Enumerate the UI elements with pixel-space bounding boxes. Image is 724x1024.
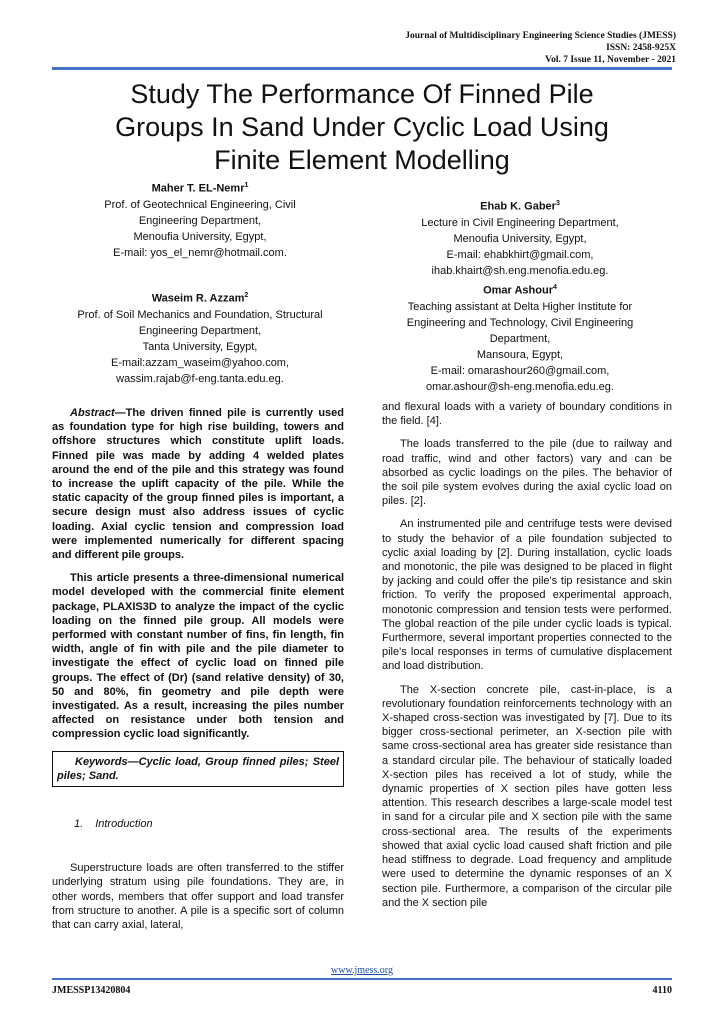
- author-name: Waseim R. Azzam$^2$: [151, 292, 249, 305]
- author-affiliation: Prof. of Geotechnical Engineering, Civil: [104, 198, 296, 211]
- author-block: [372, 196, 668, 279]
- body-paragraph: The X-section concrete pile, cast-in-place, is a revolutionary foundation reinforcements technology with an X-shaped cross-section was investigated by [7]. Due to its bigger cross-sectional perimeter, an X-section pile with same cross-sectional area has greater side resistance than a standard circular pile. The behaviour of statically loaded X-section piles has received a lot of study, while the dynamic properties of X section piles have gotten less attention. This research describes a large-scale model test in sand for a circular pile and X section pile with the same cross-sectional area. The results of the experiments showed that axial cyclic load caused shaft friction and pile head stiffness to degrade. Load frequency and amplitude were used to determine the dynamic responses of an X section pile. Furthermore, a comparison of the circular pile and the X section pile: [382, 683, 672, 909]
- journal-header: [405, 30, 676, 66]
- author-email[interactable]: E-mail: ehabkhirt@gmail.com,: [446, 248, 594, 261]
- body-paragraph: The loads transferred to the pile (due to railway and road traffic, wind and other factors) vary and can be absorbed as cyclic loadings on the piles. The behavior of the soil pile system evolves during the axial cyclic load on piles. [2].: [382, 438, 672, 508]
- author-affiliation: Prof. of Soil Mechanics and Foundation, Structural: [77, 308, 323, 321]
- section-number: 1.: [74, 818, 84, 831]
- journal-name: Journal of Multidisciplinary Engineering Science Studies (JMESS): [405, 31, 676, 41]
- right-column: [382, 400, 672, 919]
- abstract-label: Abstract—: [70, 407, 126, 419]
- abstract-paragraph: This article presents a three-dimensional numerical model developed with the commercial finite element package, PLAXIS3D to analyze the impact of the cyclic loading on the finned pile group. All models were performed with constant number of fins, fin length, fin width, angle of fin with pile and the pile diameter to investigate the effect of cyclic load on finned pile groups. The effect of (Dr) (sand relative density) of 30, 50 and 80%, fin geometry and pile depth were investigated. As a result, increasing the piles number affected on resistance under both tension and compression cyclic load significantly.: [52, 572, 344, 741]
- author-affiliation: Menoufia University, Egypt,: [133, 230, 267, 243]
- title-line: Finite Element Modelling: [214, 145, 510, 175]
- keywords-label: Keywords: [75, 755, 128, 768]
- author-name: Omar Ashour$^4$: [483, 284, 557, 297]
- footer-divider: [52, 978, 672, 980]
- journal-url-link[interactable]: www.jmess.org: [331, 965, 393, 976]
- author-email[interactable]: E-mail: omarashour260@gmail.com,: [430, 364, 610, 377]
- author-block: [372, 280, 668, 395]
- keywords-text: —Cyclic load, Group finned piles; Steel piles; Sand.: [57, 755, 339, 782]
- body-paragraph: Superstructure loads are often transferred to the stiffer underlying stratum using pile foundations. They are, in other words, members that offer support and load transfer from structure to another. A pile is a specific sort of column that can carry axial, lateral,: [52, 862, 344, 932]
- author-block: [52, 178, 348, 261]
- journal-volume: Vol. 7 Issue 11, November - 2021: [545, 55, 676, 65]
- body-paragraph: An instrumented pile and centrifuge tests were devised to study the behavior of a pile foundation subjected to cyclic axial loading by [2]. During installation, cyclic loads and monotonic, the pile was designed to be placed in flight by jacking and could offer the pile's tip resistance and skin friction. To verify the proposed experimental approach, monotonic compression and tension tests were performed. The global reaction of the pile under cyclic loads is typical. Furthermore, several important properties connected to the pile's local responses in terms of cumulative displacement and load distribution.: [382, 518, 672, 673]
- author-email[interactable]: E-mail: yos_el_nemr@hotmail.com.: [113, 246, 287, 259]
- author-affiliation: Lecture in Civil Engineering Department,: [421, 216, 619, 229]
- section-title: Introduction: [95, 818, 153, 831]
- keywords-box: [52, 751, 344, 787]
- author-affiliation: Engineering Department,: [138, 324, 262, 337]
- author-email[interactable]: ihab.khairt@sh.eng.menofia.edu.eg.: [431, 264, 609, 277]
- author-email[interactable]: E-mail:azzam_waseim@yahoo.com,: [110, 356, 290, 369]
- author-affiliation: Mansoura, Egypt,: [476, 348, 564, 361]
- author-email[interactable]: wassim.rajab@f-eng.tanta.edu.eg.: [116, 372, 284, 385]
- author-affiliation: Menoufia University, Egypt,: [453, 232, 587, 245]
- left-column: [52, 406, 344, 941]
- paper-id: JMESSP13420804: [52, 985, 131, 996]
- abstract-paragraph: Abstract—The driven finned pile is currently used as foundation type for high rise building, towers and offshore structures which constitute uplift loads. Finned pile was made by adding 4 welded plates around the end of the pile and this strategy was found to increase the uplift capacity of the pile. While the static capacity of the group finned piles is important, a secure design must also address issues of cyclic loading. Axial cyclic tension and compression load were implemented numerically for different spacing and different pile groups.: [52, 407, 344, 562]
- page-number: 4110: [652, 985, 672, 996]
- author-affiliation: Tanta University, Egypt,: [142, 340, 258, 353]
- author-email[interactable]: omar.ashour@sh-eng.menofia.edu.eg.: [426, 380, 614, 393]
- author-affiliation: Teaching assistant at Delta Higher Institute for: [407, 300, 633, 313]
- title-line: Groups In Sand Under Cyclic Load Using: [115, 112, 609, 142]
- author-block: [48, 288, 352, 387]
- header-divider: [52, 67, 672, 70]
- author-affiliation: Engineering and Technology, Civil Engineering: [406, 316, 634, 329]
- author-affiliation: Engineering Department,: [138, 214, 262, 227]
- journal-issn: ISSN: 2458-925X: [606, 43, 676, 53]
- title-line: Study The Performance Of Finned Pile: [130, 79, 594, 109]
- body-paragraph: and flexural loads with a variety of boundary conditions in the field. [4].: [382, 401, 672, 428]
- author-affiliation: Department,: [489, 332, 551, 345]
- author-name: Maher T. EL-Nemr$^1$: [151, 182, 249, 195]
- author-name: Ehab K. Gaber$^3$: [480, 200, 560, 213]
- section-heading: [52, 817, 344, 831]
- paper-title: [40, 78, 684, 177]
